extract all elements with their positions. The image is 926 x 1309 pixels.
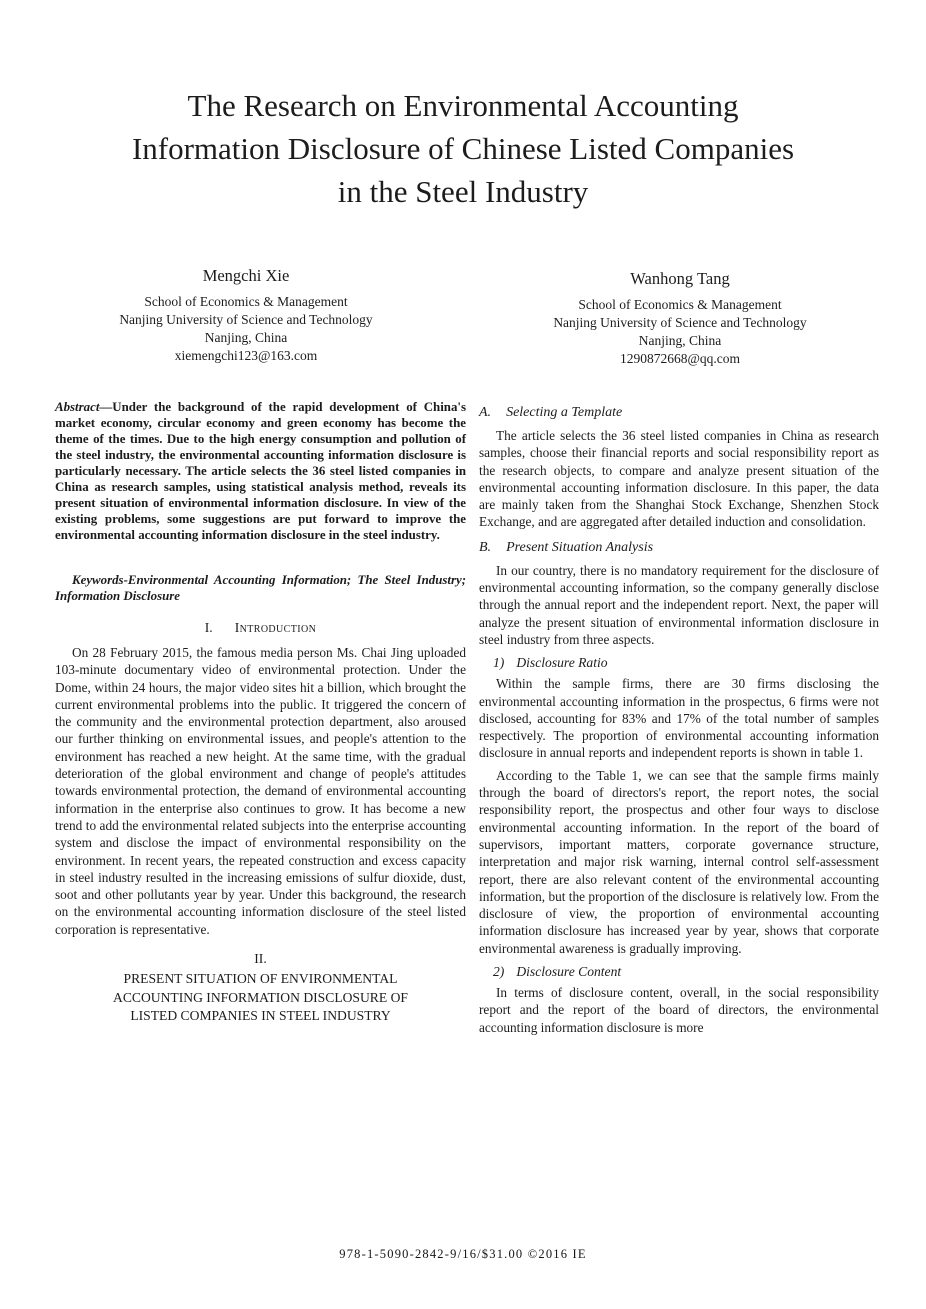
author-email: 1290872668@qq.com <box>619 351 741 366</box>
disclosure-content-label: 2) <box>493 964 505 980</box>
left-column <box>55 399 466 1041</box>
subsection-a-label: A. <box>479 405 492 420</box>
section-2-numeral: II. <box>254 951 267 967</box>
subsection-a-heading <box>479 405 879 421</box>
section-1-title: Introduction <box>234 620 317 635</box>
disclosure-content-heading <box>479 964 879 980</box>
abstract-text: —Under the background of the rapid development of China's market economy, circular economy and green economy has become the theme of the times. Due to the high energy consumption and pollution of the steel industry, the environmental accounting information disclosure is particularly necessary. The article selects the 36 steel listed companies in China as research samples, using statistical analysis method, reveals its present situation of environmental information disclosure. In view of the existing problems, some suggestions are put forward to improve the environmental accounting information disclosure in the steel industry. <box>55 400 466 542</box>
subsection-b-label: B. <box>479 539 492 555</box>
disclosure-ratio-paragraph-2: According to the Table 1, we can see that the sample firms mainly through the board of directors's report, the report notes, the social responsibility report, the prospectus and other four ways to disclose environmental accounting information. In the report of the board of supervisors, important matters, corporate governance structure, interpretation and major risk warning, internal control self-assessment report, there are also relevant content of the environmental accounting information, but the proportion of the disclosure is relatively low. From the disclosure of view, the proportion of environmental accounting information disclosure has increased year by year, shows that corporate environmental awareness is gradually improving. <box>479 767 879 956</box>
subsection-a-paragraph: The article selects the 36 steel listed companies in China as research samples, choose their financial reports and social responsibility report as the research objects, to compare and analyze present situation of the environmental accounting information disclosure. In this paper, the data are mainly taken from the Shanghai Stock Exchange, Shenzhen Stock Exchange, and are aggregated after detailed induction and consolidation. <box>479 428 879 530</box>
author-block-1 <box>31 266 461 365</box>
disclosure-ratio-label: 1) <box>493 655 505 671</box>
two-column-body <box>55 399 879 1041</box>
disclosure-ratio-title: Disclosure Ratio <box>516 655 608 671</box>
section-2-title-line: ACCOUNTING INFORMATION DISCLOSURE OF <box>113 989 408 1005</box>
author-affiliation-line: Nanjing, China <box>204 330 288 345</box>
disclosure-content-title: Disclosure Content <box>516 964 622 980</box>
section-1-numeral: I. <box>204 620 213 635</box>
authors-row <box>0 266 926 386</box>
paper-title-line: The Research on Environmental Accounting <box>187 88 739 123</box>
paper-title-line: in the Steel Industry <box>337 174 589 209</box>
author-affiliation-line: Nanjing University of Science and Technology <box>119 312 373 327</box>
section-2-title-line: LISTED COMPANIES IN STEEL INDUSTRY <box>130 1008 391 1024</box>
paper-title <box>0 84 926 213</box>
footer-copyright: 978-1-5090-2842-9/16/$31.00 ©2016 IE <box>339 1247 587 1261</box>
abstract-paragraph <box>55 399 466 543</box>
disclosure-content-paragraph: In terms of disclosure content, overall, in the social responsibility report and the report of the board of directors, the environmental accounting information disclosure is more <box>479 985 879 1035</box>
paper-title-line: Information Disclosure of Chinese Listed Companies <box>131 131 795 166</box>
section-2-title-line: PRESENT SITUATION OF ENVIRONMENTAL <box>123 971 398 987</box>
disclosure-ratio-heading <box>479 655 879 671</box>
author-affiliation-line: Nanjing University of Science and Technology <box>553 315 807 330</box>
author-affiliation-line: School of Economics & Management <box>144 294 348 309</box>
author-affiliation-line: Nanjing, China <box>638 333 722 348</box>
keywords-paragraph: Keywords-Environmental Accounting Information; The Steel Industry; Information Disclosure <box>55 573 466 603</box>
author-block-2 <box>465 269 895 368</box>
author-email: xiemengchi123@163.com <box>174 348 318 363</box>
subsection-b-paragraph: In our country, there is no mandatory requirement for the disclosure of environmental accounting information, so the company generally disclose through the annual report and the independent report. Next, the paper will analyze the present situation of environmental information disclosure in steel industry from three aspects. <box>479 562 879 647</box>
subsection-b-heading <box>479 540 879 556</box>
right-column <box>479 399 879 1041</box>
abstract-label: Abstract <box>55 400 100 414</box>
subsection-a-title: Selecting a Template <box>506 405 623 420</box>
author-name: Wanhong Tang <box>630 269 730 288</box>
section-1-heading <box>55 620 466 636</box>
author-affiliation-line: School of Economics & Management <box>578 297 782 312</box>
introduction-paragraph: On 28 February 2015, the famous media person Ms. Chai Jing uploaded 103-minute documentary video of environmental protection. Under the Dome, within 24 hours, the major video sites hit a billion, which brought the current environmental problems into the public. It triggered the concern of the community and the environmental protection department, also aroused our further thinking on environmental issues, and people's attention to the environment has reached a new height. At the same time, with the gradual deterioration of the global environment and change of people's attitudes towards environmental protection, the demand of environmental accounting information in the enterprise also continues to grow. It has become a new trend to add the environmental related subjects into the enterprise accounting system and disclose the impact of environmental responsibility on the environment. In recent years, the repeated construction and excess capacity in steel industry resulted in the increasing emissions of sulfur dioxide, dust, soot and other pollutants year by year. Under this background, the research on the environmental accounting information disclosure of the steel listed corporation is representative. <box>55 645 466 937</box>
section-2-title <box>55 970 466 1026</box>
subsection-b-title: Present Situation Analysis <box>506 539 654 555</box>
author-name: Mengchi Xie <box>202 266 290 285</box>
disclosure-ratio-paragraph-1: Within the sample firms, there are 30 firms disclosing the environmental accounting information in the prospectus, 6 firms were not disclosed, accounting for 83% and 17% of the total number of samples respectively. The proportion of environmental accounting information disclosure in annual reports and independent reports is shown in table 1. <box>479 676 879 761</box>
